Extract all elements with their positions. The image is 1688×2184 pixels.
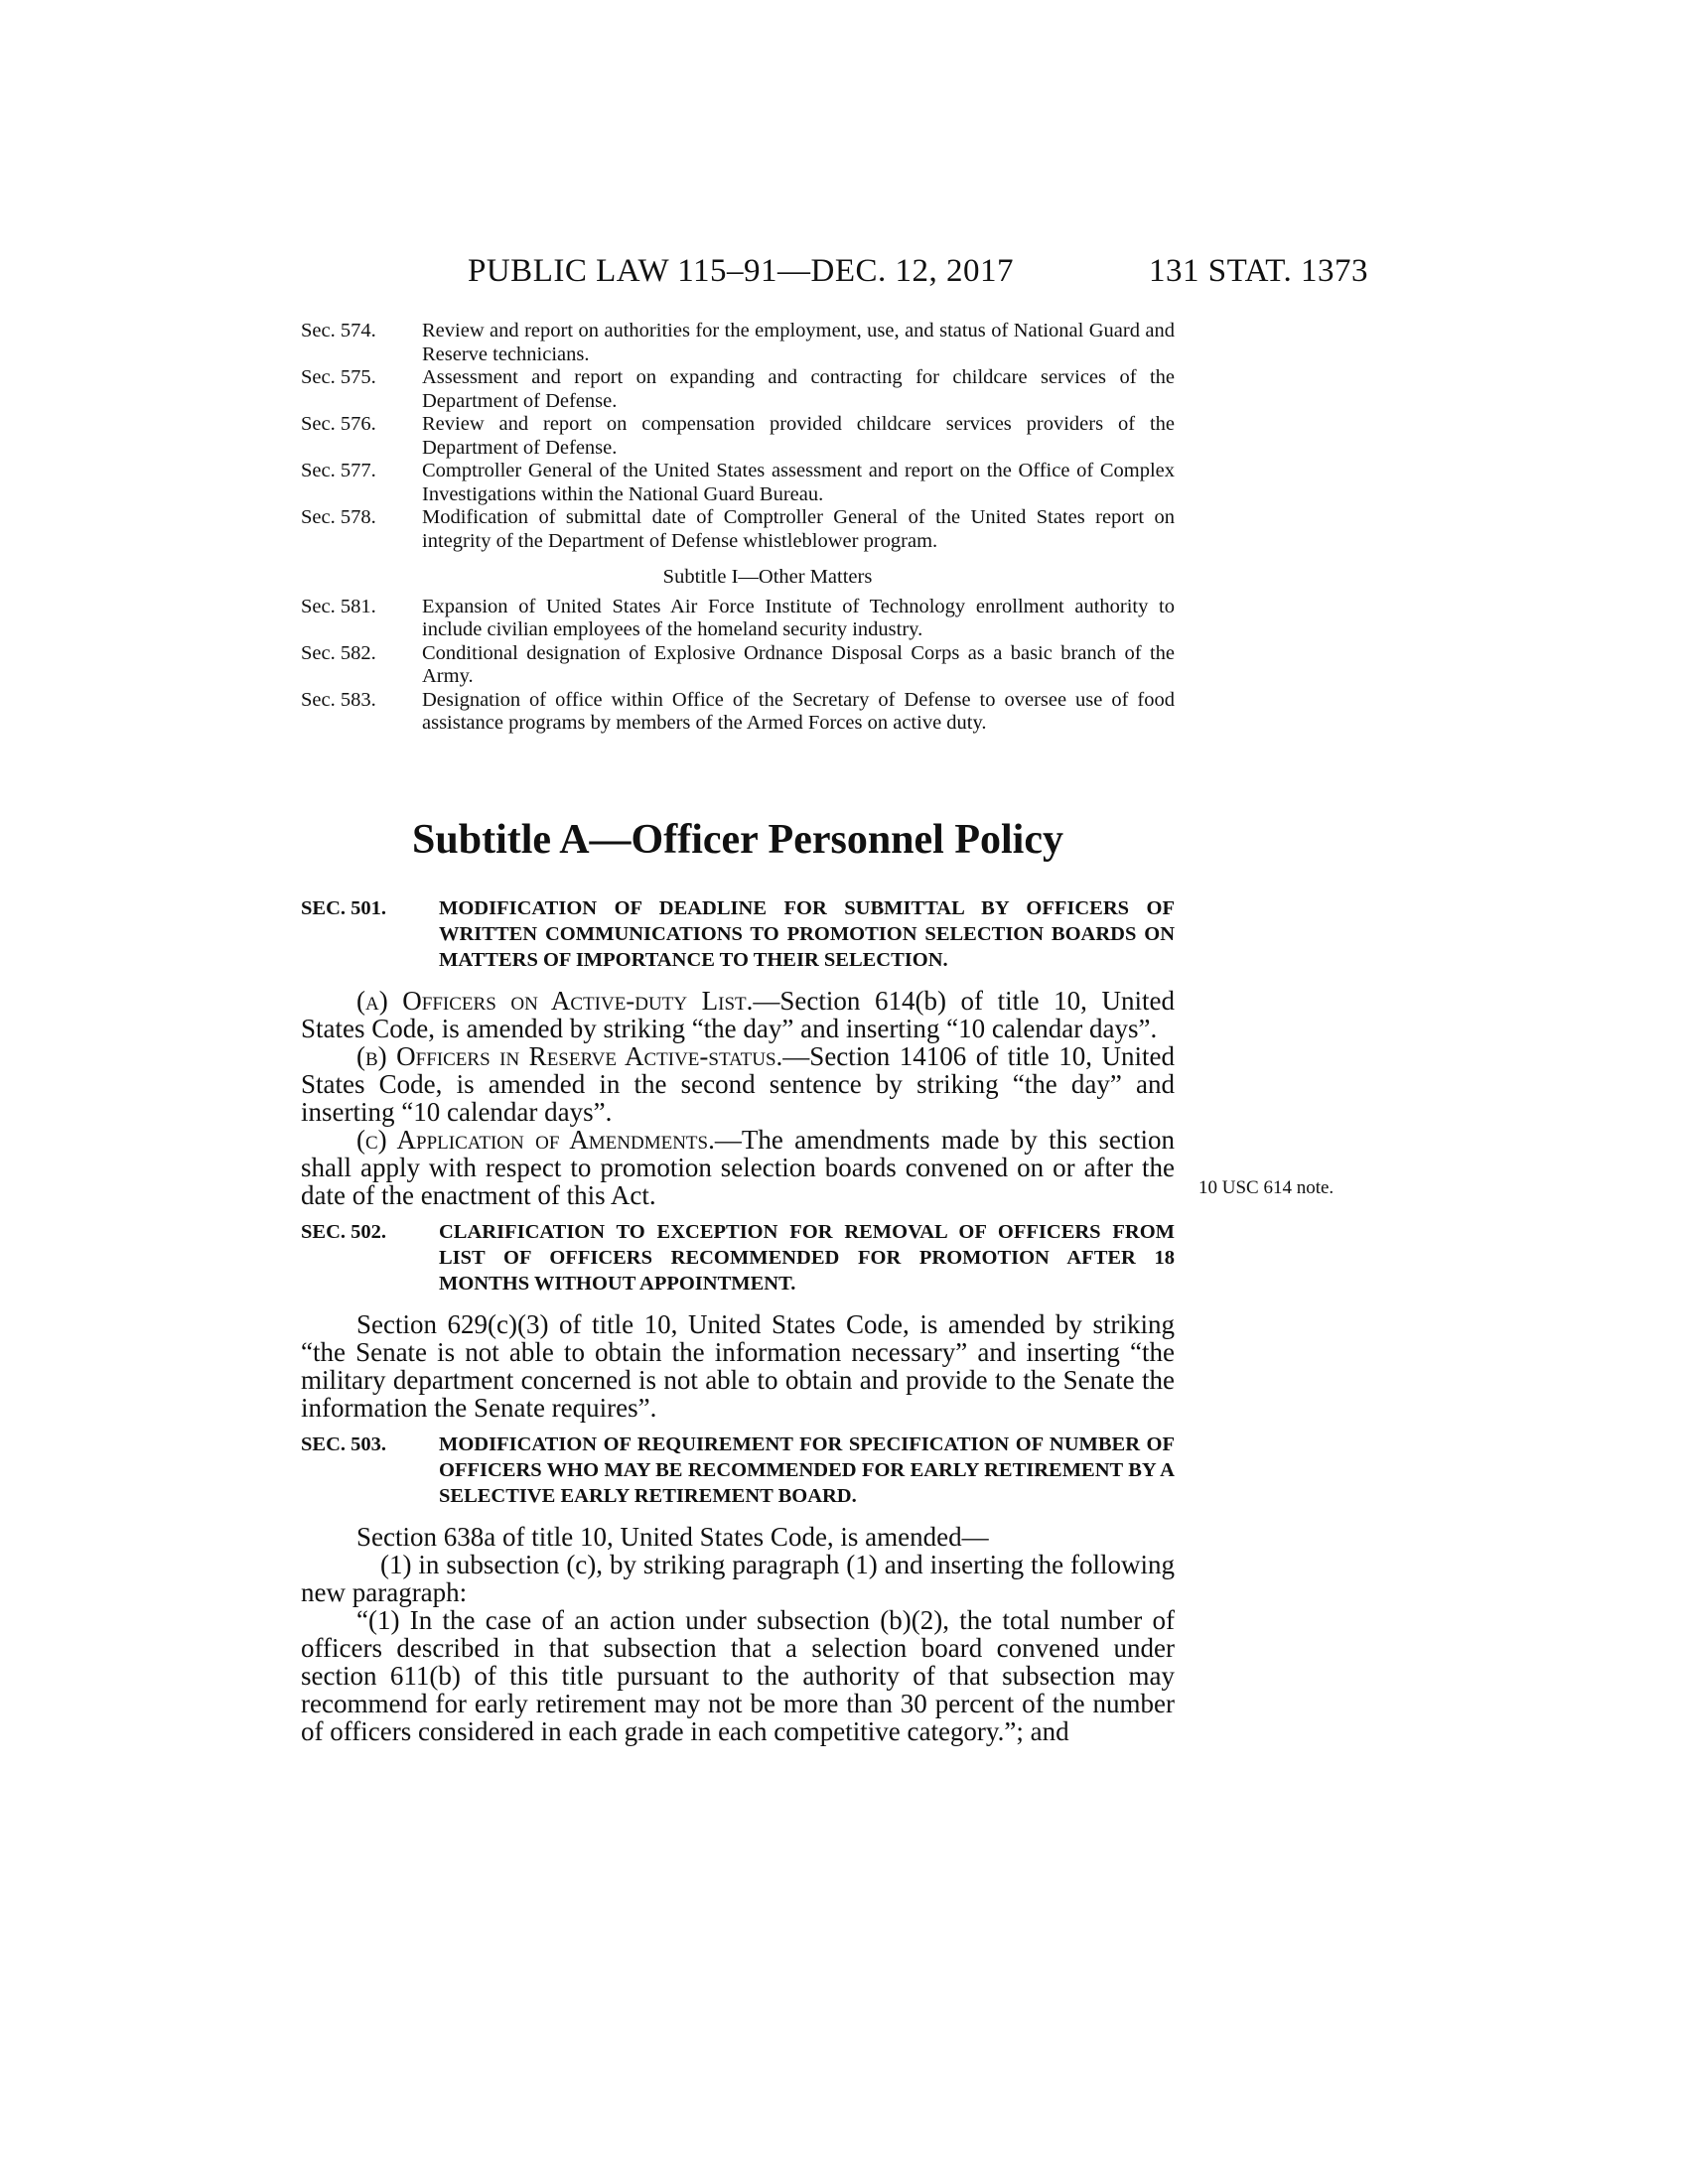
- toc-item-number: Sec. 574.: [301, 320, 376, 341]
- subsection-text: —The amendments made by this section shall apply with respect to promotion selection boards convened on or after the date of the enactment of this Act.: [301, 1125, 1175, 1210]
- document-body: [301, 895, 1175, 1745]
- toc-item-number: Sec. 582.: [301, 641, 376, 664]
- paragraph-503-intro: Section 638a of title 10, United States Code, is amended—: [356, 1522, 989, 1552]
- section-title: CLARIFICATION TO EXCEPTION FOR REMOVAL OF OFFICERS FROM LIST OF OFFICERS RECOMMENDED FOR PROMOTION AFTER 18 MONTHS WITHOUT APPOINTMENT.: [439, 1221, 1175, 1295]
- toc-item-number: Sec. 583.: [301, 688, 376, 711]
- paragraph-503-quoted-text: “(1) In the case of an action under subsection (b)(2), the total number of officers described in that subsection that a selection board convened under section 611(b) of this title pursuant to the authority of that subsection may recommend for early retirement may not be more than 30 percent of the number of officers considered in each grade in each competitive category.”; and: [301, 1605, 1175, 1746]
- statute-page-number: 131 STAT. 1373: [1148, 253, 1368, 289]
- toc-item-title: Conditional designation of Explosive Ordnance Disposal Corps as a basic branch of the Army.: [422, 641, 1175, 687]
- subsection-heading: (c) Application of Amendments.: [356, 1125, 715, 1155]
- toc-item: [301, 320, 1175, 366]
- subsection-text: —Section 614(b) of title 10, United States Code, is amended by striking “the day” and inserting “10 calendar days”.: [301, 986, 1175, 1043]
- toc-item: [301, 506, 1175, 553]
- paragraph-502: Section 629(c)(3) of title 10, United States Code, is amended by striking “the Senate is not able to obtain the information necessary” and inserting “the military department concerned is not able to obtain and provide to the Senate the information the Senate requires”.: [301, 1309, 1175, 1423]
- paragraph-501-b: [301, 1042, 1175, 1126]
- toc-item-title: Comptroller General of the United States assessment and report on the Office of Complex Investigations within the National Guard Bureau.: [422, 460, 1175, 505]
- toc-item: [301, 413, 1175, 460]
- section-number: SEC. 501.: [301, 897, 387, 919]
- page-header: [301, 253, 1368, 293]
- table-of-contents: [301, 320, 1175, 736]
- subsection-text: —Section 14106 of title 10, United States Code, is amended in the second sentence by striking “the day” and inserting “10 calendar days”.: [301, 1041, 1175, 1127]
- toc-item: [301, 596, 1175, 642]
- subsection-heading: (b) Officers in Reserve Active-status.: [356, 1041, 783, 1071]
- section-number: SEC. 502.: [301, 1221, 387, 1243]
- subtitle-heading: Subtitle A—Officer Personnel Policy: [412, 817, 1063, 863]
- paragraph-501-a: [301, 987, 1175, 1042]
- subsection-heading: (a) Officers on Active-duty List.: [356, 986, 754, 1016]
- toc-item-title: Review and report on compensation provided childcare services providers of the Department of Defense.: [422, 413, 1175, 459]
- toc-item-title: Review and report on authorities for the employment, use, and status of National Guard and Reserve technicians.: [422, 320, 1175, 365]
- section-title: MODIFICATION OF DEADLINE FOR SUBMITTAL BY OFFICERS OF WRITTEN COMMUNICATIONS TO PROMOTION SELECTION BOARDS ON MATTERS OF IMPORTANCE TO THEIR SELECTION.: [439, 897, 1175, 971]
- toc-subtitle-heading: Subtitle I—Other Matters: [662, 566, 873, 588]
- toc-item-title: Expansion of United States Air Force Institute of Technology enrollment authority to include civilian employees of the homeland security industry.: [422, 595, 1175, 640]
- toc-item: [301, 689, 1175, 736]
- toc-item-number: Sec. 576.: [301, 413, 376, 435]
- toc-item-title: Modification of submittal date of Comptroller General of the United States report on integrity of the Department of Defense whistleblower program.: [422, 506, 1175, 552]
- toc-item-number: Sec. 578.: [301, 506, 376, 528]
- paragraph-501-c: [301, 1126, 1175, 1209]
- toc-item-number: Sec. 575.: [301, 366, 376, 388]
- toc-item-number: Sec. 581.: [301, 595, 376, 617]
- section-title: MODIFICATION OF REQUIREMENT FOR SPECIFICATION OF NUMBER OF OFFICERS WHO MAY BE RECOMMENDED FOR EARLY RETIREMENT BY A SELECTIVE EARLY RETIREMENT BOARD.: [439, 1433, 1175, 1507]
- toc-item: [301, 366, 1175, 413]
- paragraph-503-item-1: (1) in subsection (c), by striking paragraph (1) and inserting the following new paragraph:: [301, 1550, 1175, 1607]
- toc-item-title: Assessment and report on expanding and contracting for childcare services of the Department of Defense.: [422, 366, 1175, 412]
- section-number: SEC. 503.: [301, 1433, 387, 1455]
- public-law-citation: PUBLIC LAW 115–91—DEC. 12, 2017: [468, 253, 1015, 289]
- section-502-heading: [301, 1219, 1175, 1297]
- toc-item: [301, 642, 1175, 689]
- toc-item: [301, 460, 1175, 506]
- toc-item-number: Sec. 577.: [301, 460, 376, 481]
- section-501-heading: [301, 895, 1175, 973]
- margin-note-citation: 10 USC 614 note.: [1198, 1177, 1335, 1198]
- toc-item-title: Designation of office within Office of the Secretary of Defense to oversee use of food assistance programs by members of the Armed Forces on active duty.: [422, 688, 1175, 734]
- section-503-heading: [301, 1432, 1175, 1509]
